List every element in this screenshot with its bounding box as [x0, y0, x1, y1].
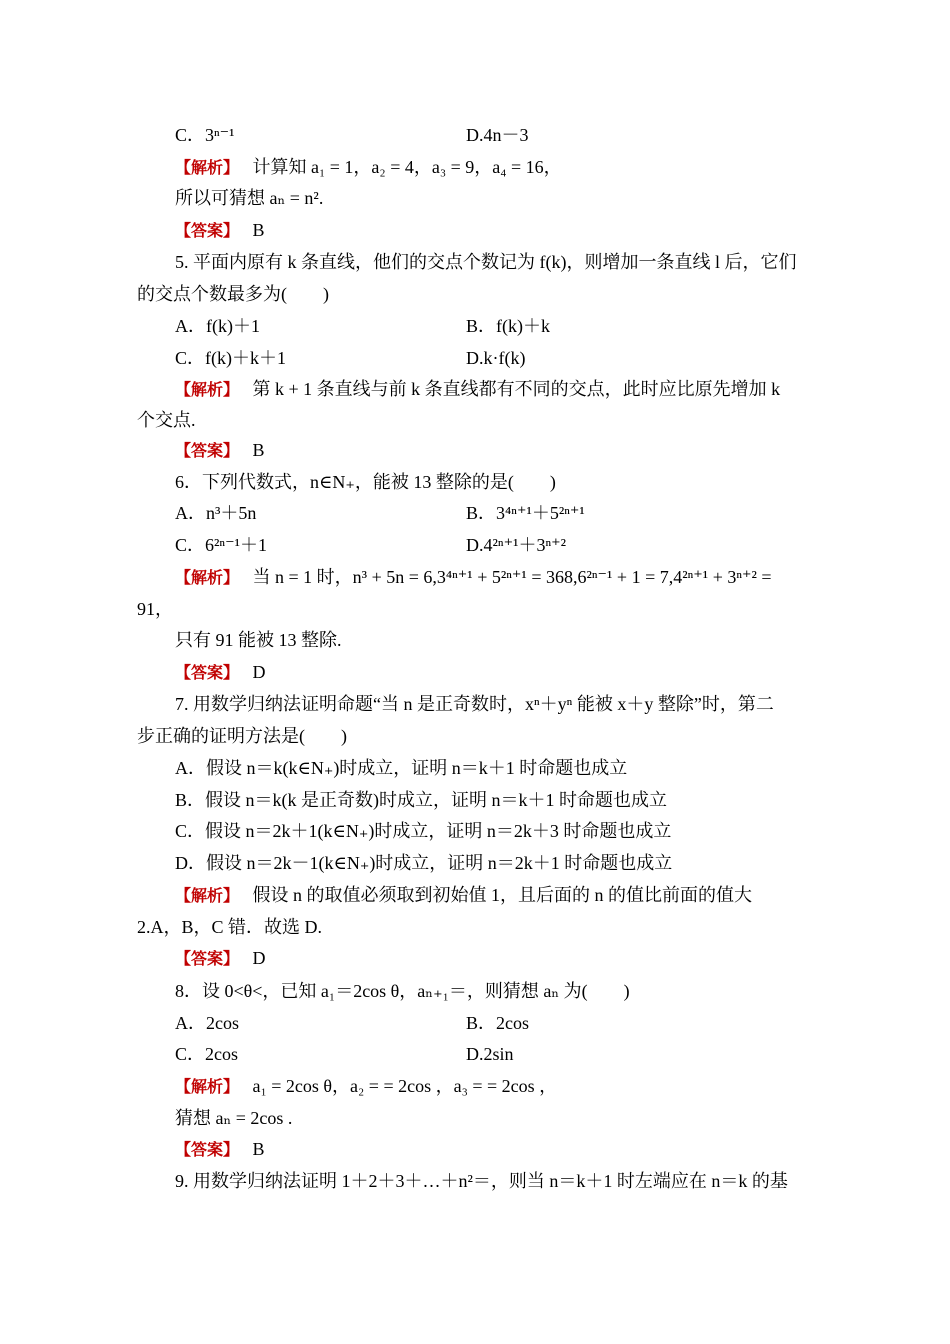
analysis-line	[175, 565, 772, 590]
option-b: B．假设 n＝k(k 是正奇数)时成立，证明 n＝k＋1 时命题也成立	[175, 790, 667, 810]
option-d: D.k·f(k)	[466, 348, 526, 368]
answer-text: B	[252, 1139, 265, 1159]
question-text: 6．下列代数式，n∈N₊，能被 13 整除的是( )	[175, 472, 556, 492]
option-d: D.4²ⁿ⁺¹＋3ⁿ⁺²	[466, 535, 567, 555]
analysis-tag: 【解析】	[175, 886, 240, 905]
analysis-text: 91，	[137, 599, 173, 619]
option-a: A．2cos	[175, 1013, 239, 1033]
option-c: C．f(k)＋k＋1	[175, 348, 286, 368]
answer-line	[175, 946, 266, 971]
option-b: B．f(k)＋k	[466, 316, 550, 336]
question-text: 的交点个数最多为( )	[137, 284, 329, 304]
option-d: D.4n－3	[466, 125, 529, 145]
analysis-text: a₁ = 2cos θ，a₂ = = 2cos ，a₃ = = 2cos ，	[252, 1076, 558, 1096]
answer-tag: 【答案】	[175, 221, 240, 240]
answer-tag: 【答案】	[175, 1140, 240, 1159]
answer-tag: 【答案】	[175, 949, 240, 968]
option-a: A．n³＋5n	[175, 503, 257, 523]
analysis-text: 所以可猜想 aₙ = n².	[175, 188, 324, 208]
question-text: 9. 用数学归纳法证明 1＋2＋3＋…＋n²＝，则当 n＝k＋1 时左端应在 n＝k 的基	[175, 1171, 788, 1191]
analysis-text: 当 n = 1 时，n³ + 5n = 6,3⁴ⁿ⁺¹ + 5²ⁿ⁺¹ = 368,6²ⁿ⁻¹ + 1 = 7,4²ⁿ⁺¹ + 3ⁿ⁺² =	[252, 567, 772, 587]
analysis-tag: 【解析】	[175, 568, 240, 587]
answer-text: D	[252, 948, 266, 968]
option-a: A．f(k)＋1	[175, 316, 260, 336]
answer-line	[175, 438, 265, 463]
analysis-text: 2.A，B，C 错．故选 D.	[137, 917, 323, 937]
analysis-text: 计算知 a₁ = 1，a₂ = 4，a₃ = 9，a₄ = 16，	[252, 157, 562, 177]
option-c: C．2cos	[175, 1044, 238, 1064]
option-c: C．3ⁿ⁻¹	[175, 125, 235, 145]
question-text: 步正确的证明方法是( )	[137, 726, 347, 746]
option-d: D.2sin	[466, 1044, 514, 1064]
option-b: B．3⁴ⁿ⁺¹＋5²ⁿ⁺¹	[466, 503, 585, 523]
option-d: D．假设 n＝2k－1(k∈N₊)时成立，证明 n＝2k＋1 时命题也成立	[175, 853, 673, 873]
analysis-line	[175, 155, 562, 180]
analysis-text: 假设 n 的取值必须取到初始值 1，且后面的 n 的值比前面的值大	[252, 885, 753, 905]
answer-line	[175, 1137, 265, 1162]
answer-line	[175, 218, 265, 243]
analysis-text: 第 k + 1 条直线与前 k 条直线都有不同的交点，此时应比原先增加 k	[252, 379, 781, 399]
question-text: 8．设 0<θ<，已知 a₁＝2cos θ，aₙ₊₁＝，则猜想 aₙ 为( )	[175, 981, 630, 1001]
option-a: A．假设 n＝k(k∈N₊)时成立，证明 n＝k＋1 时命题也成立	[175, 758, 628, 778]
analysis-tag: 【解析】	[175, 380, 240, 399]
answer-text: B	[252, 440, 265, 460]
option-b: B．2cos	[466, 1013, 529, 1033]
option-c: C．6²ⁿ⁻¹＋1	[175, 535, 267, 555]
analysis-line	[175, 883, 752, 908]
answer-text: D	[252, 662, 266, 682]
analysis-text: 猜想 aₙ = 2cos .	[175, 1108, 293, 1128]
answer-text: B	[252, 220, 265, 240]
analysis-text: 个交点.	[137, 410, 196, 430]
analysis-line	[175, 1074, 557, 1099]
answer-tag: 【答案】	[175, 441, 240, 460]
option-c: C．假设 n＝2k＋1(k∈N₊)时成立，证明 n＝2k＋3 时命题也成立	[175, 821, 672, 841]
answer-tag: 【答案】	[175, 663, 240, 682]
question-text: 5. 平面内原有 k 条直线，他们的交点个数记为 f(k)，则增加一条直线 l 后，它们	[175, 252, 797, 272]
analysis-tag: 【解析】	[175, 158, 240, 177]
analysis-tag: 【解析】	[175, 1077, 240, 1096]
analysis-line	[175, 377, 780, 402]
question-text: 7. 用数学归纳法证明命题“当 n 是正奇数时，xⁿ＋yⁿ 能被 x＋y 整除”时，第二	[175, 694, 774, 714]
answer-line	[175, 660, 266, 685]
analysis-text: 只有 91 能被 13 整除.	[175, 630, 342, 650]
